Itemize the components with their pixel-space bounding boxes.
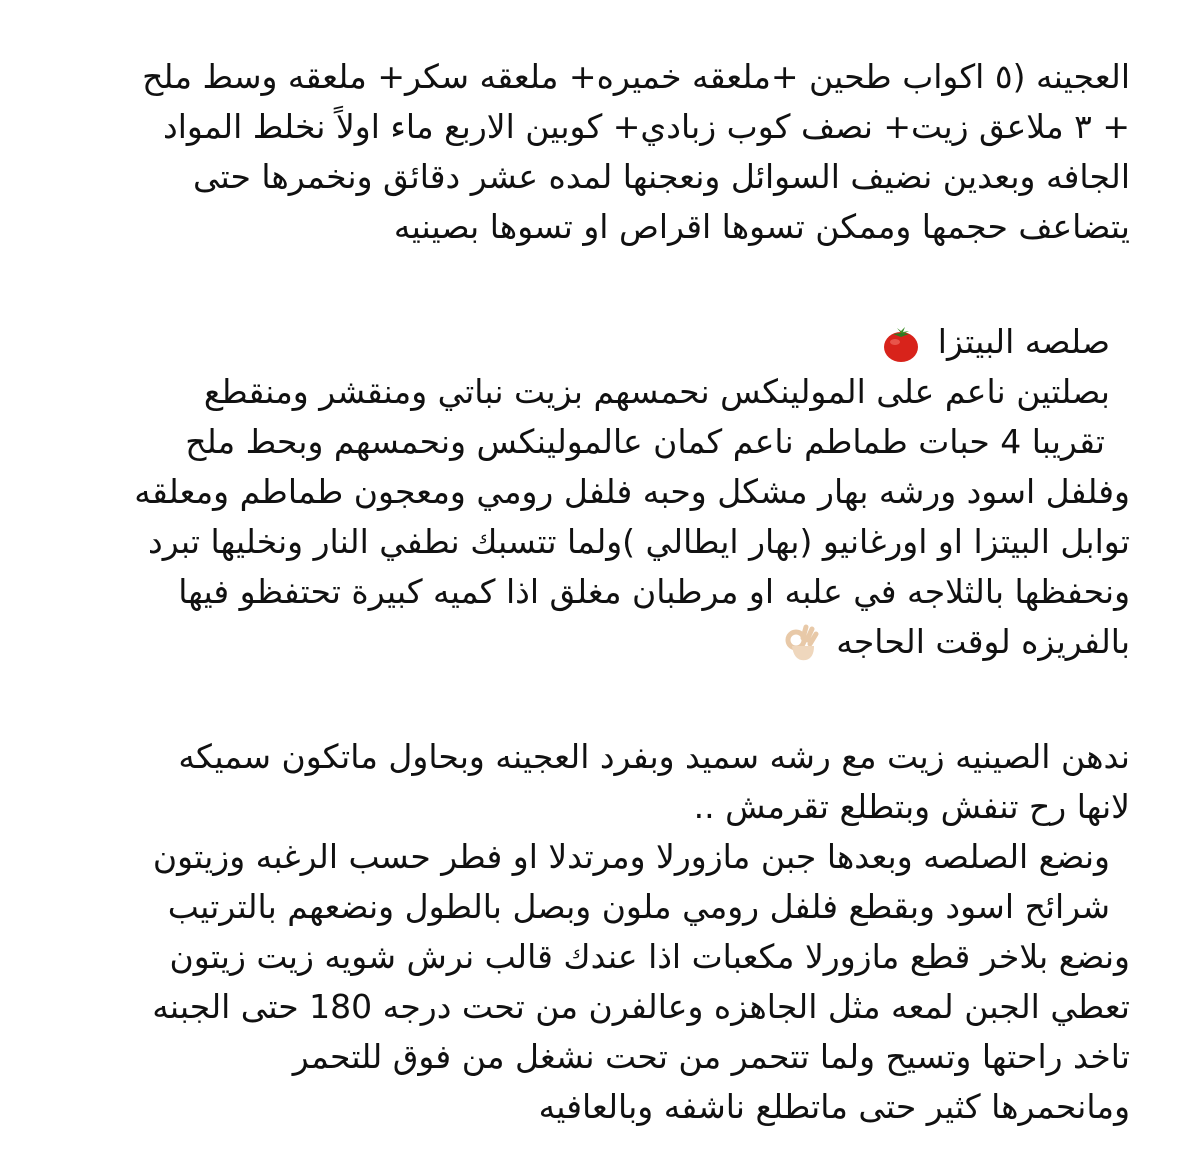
dough-line: + ٣ ملاعق زيت+ نصف كوب زبادي+ كوبين الاربع ماء اولاً نخلط المواد [163,107,1130,146]
assembly-section [40,732,1130,1132]
sauce-line: بالفريزه لوقت الحاجه [836,622,1130,661]
sauce-heading [40,317,1130,367]
spacer [40,667,1130,732]
recipe-note [40,52,1130,1132]
ok-hand-icon [784,624,820,664]
assembly-line: ندهن الصينيه زيت مع رشه سميد وبفرد العجينه وبحاول ماتكون سميكه [178,737,1130,776]
dough-line: العجينه (٥ اكواب طحين +ملعقه خميره+ ملعقه سكر+ ملعقه وسط ملح [142,57,1130,96]
sauce-line: بصلتين ناعم على المولينكس نحمسهم بزيت نباتي ومنقشر ومنقطع [203,372,1110,411]
sauce-line: تقريبا 4 حبات طماطم ناعم كمان عالمولينكس ونحمسهم وبحط ملح [185,422,1105,461]
assembly-line: ونضع بلاخر قطع مازورلا مكعبات اذا عندك قالب نرش شويه زيت زيتون [169,937,1130,976]
assembly-line: شرائح اسود وبقطع فلفل رومي ملون وبصل بالطول ونضعهم بالترتيب [167,887,1110,926]
tomato-icon [881,324,921,364]
sauce-heading-text: صلصه البيتزا [937,322,1110,361]
dough-line: يتضاعف حجمها وممكن تسوها اقراص او تسوها بصينيه [393,207,1130,246]
sauce-line: وفلفل اسود ورشه بهار مشكل وحبه فلفل رومي ومعجون طماطم ومعلقه [134,472,1130,511]
sauce-line: توابل البيتزا او اورغانيو (بهار ايطالي )ولما تتسبك نطفي النار ونخليها تبرد [148,522,1130,561]
spacer [40,252,1130,317]
assembly-line: تعطي الجبن لمعه مثل الجاهزه وعالفرن من تحت درجه 180 حتى الجبنه [152,987,1130,1026]
dough-line: الجافه وبعدين نضيف السوائل ونعجنها لمده عشر دقائق ونخمرها حتى [192,157,1130,196]
assembly-line: تاخد راحتها وتسيح ولما تتحمر من تحت نشغل من فوق للتحمر [292,1037,1130,1076]
assembly-line: ونضع الصلصه وبعدها جبن مازورلا ومرتدلا او فطر حسب الرغبه وزيتون [152,837,1110,876]
sauce-section [40,317,1130,667]
sauce-last-line [40,617,1130,667]
assembly-line: ومانحمرها كثير حتى ماتطلع ناشفه وبالعافيه [538,1087,1130,1126]
dough-section [40,52,1130,252]
assembly-line: لانها رح تنفش وبتطلع تقرمش .. [693,787,1130,826]
sauce-line: ونحفظها بالثلاجه في علبه او مرطبان مغلق اذا كميه كبيرة تحتفظو فيها [178,572,1130,611]
